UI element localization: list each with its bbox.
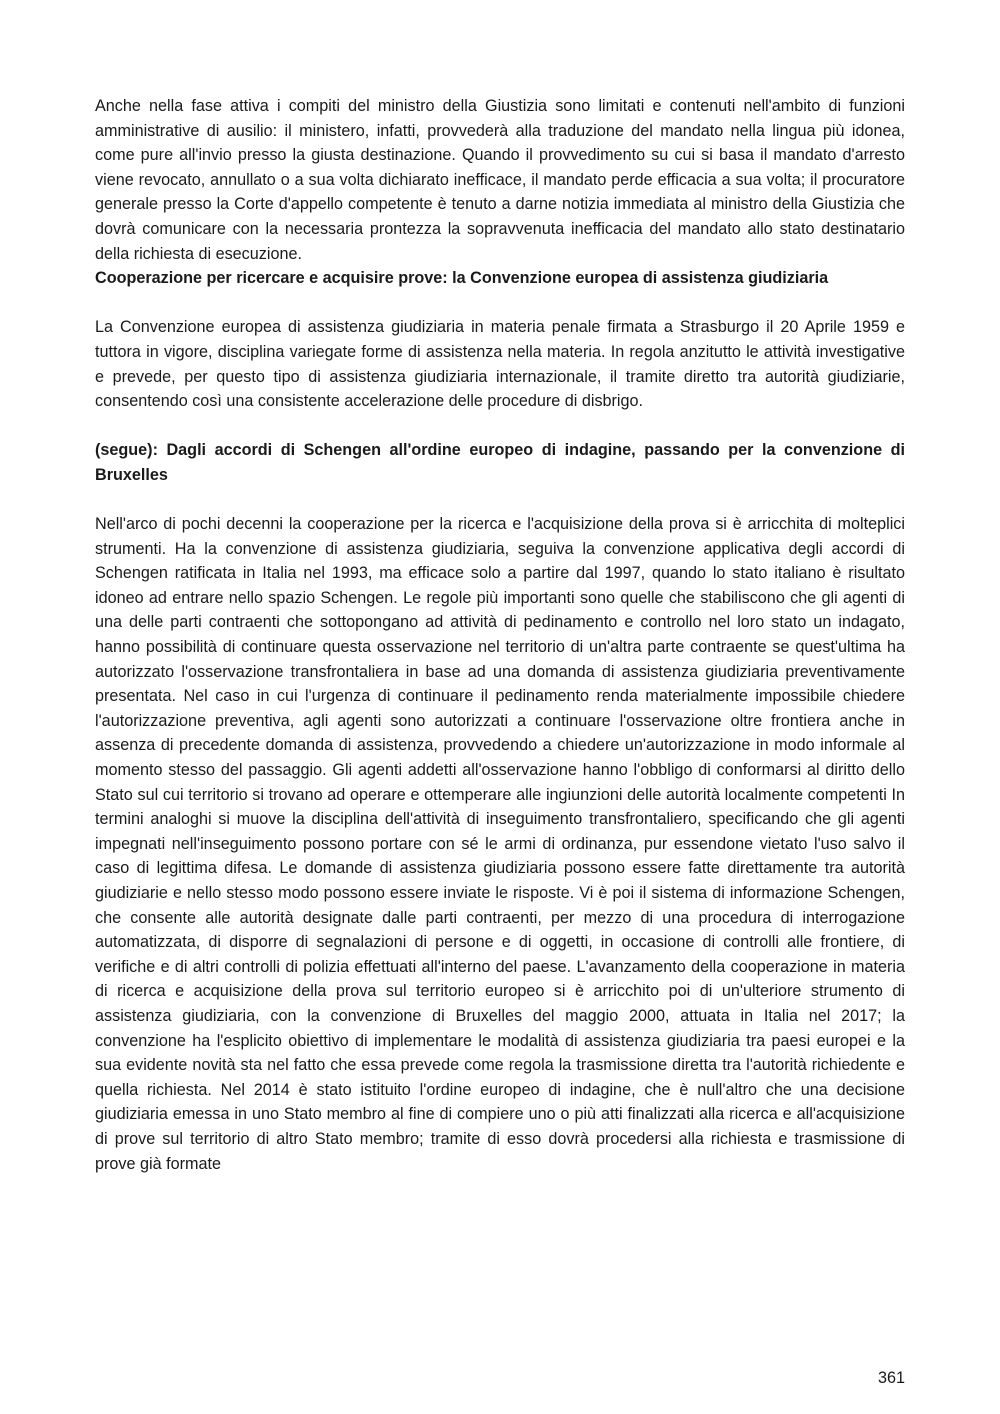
spacer bbox=[95, 291, 905, 316]
document-page bbox=[95, 94, 905, 1176]
spacer bbox=[95, 414, 905, 439]
section-heading-cooperazione: Cooperazione per ricercare e acquisire prove: la Convenzione europea di assistenza giudiziaria bbox=[95, 269, 829, 288]
paragraph-schengen-bruxelles: Nell'arco di pochi decenni la cooperazione per la ricerca e l'acquisizione della prova si è arricchita di molteplici strumenti. Ha la convenzione di assistenza giudiziaria, seguiva la convenzione applicativa degli accordi di Schengen ratificata in Italia nel 1993, ma efficace solo a partire dal 1997, quando lo stato italiano è risultato idoneo ad entrare nello spazio Schengen. Le regole più importanti sono quelle che stabiliscono che gli agenti di una delle parti contraenti che sottopongano ad attività di pedinamento e controllo nel loro stato un indagato, hanno possibilità di continuare questa osservazione nel territorio di un'altra parte contraente se quest'ultima ha autorizzato l'osservazione transfrontaliera in base ad una domanda di assistenza giudiziaria preventivamente presentata. Nel caso in cui l'urgenza di continuare il pedinamento renda materialmente impossibile chiedere l'autorizzazione preventiva, agli agenti sono autorizzati a continuare l'osservazione oltre frontiera anche in assenza di precedente domanda di assistenza, provvedendo a chiedere un'autorizzazione in modo informale al momento stesso del passaggio. Gli agenti addetti all'osservazione hanno l'obbligo di conformarsi al diritto dello Stato sul cui territorio si trovano ad operare e ottemperare alle ingiunzioni delle autorità localmente competenti In termini analoghi si muove la disciplina dell'attività di inseguimento transfrontaliero, specificando che gli agenti impegnati nell'inseguimento possono portare con sé le armi di ordinanza, pur essendone vietato l'uso salvo il caso di legittima difesa. Le domande di assistenza giudiziaria possono essere fatte direttamente tra autorità giudiziarie e nello stesso modo possono essere inviate le risposte. Vi è poi il sistema di informazione Schengen, che consente alle autorità designate dalle parti contraenti, per mezzo di una procedura di interrogazione automatizzata, di disporre di segnalazioni di persone e di oggetti, in occasione di controlli alle frontiere, di verifiche e di altri controlli di polizia effettuati all'interno del paese. L'avanzamento della cooperazione in materia di ricerca e acquisizione della prova sul territorio europeo si è arricchito poi di un'ulteriore strumento di assistenza giudiziaria, con la convenzione di Bruxelles del maggio 2000, attuata in Italia nel 2017; la convenzione ha l'esplicito obiettivo di implementare le modalità di assistenza giudiziaria tra paesi europei e la sua evidente novità sta nel fatto che essa prevede come regola la trasmissione diretta tra l'autorità richiedente e quella richiesta. Nel 2014 è stato istituito l'ordine europeo di indagine, che è null'altro che una decisione giudiziaria emessa in uno Stato membro al fine di compiere uno o più atti finalizzati alla ricerca e all'acquisizione di prove sul territorio di altro Stato membro; tramite di esso dovrà procedersi alla richiesta e trasmissione di prove già formate bbox=[95, 515, 905, 1173]
section-heading-schengen: (segue): Dagli accordi di Schengen all'ordine europeo di indagine, passando per la convenzione di Bruxelles bbox=[95, 441, 905, 484]
paragraph-mandato-arresto: Anche nella fase attiva i compiti del ministro della Giustizia sono limitati e contenuti nell'ambito di funzioni amministrative di ausilio: il ministero, infatti, provvederà alla traduzione del mandato nella lingua più idonea, come pure all'invio presso la giusta destinazione. Quando il provvedimento su cui si basa il mandato d'arresto viene revocato, annullato o a sua volta dichiarato inefficace, il mandato perde efficacia a sua volta; il procuratore generale presso la Corte d'appello competente è tenuto a darne notizia immediata al ministro della Giustizia che dovrà comunicare con la necessaria prontezza la sopravvenuta inefficacia del mandato allo stato destinatario della richiesta di esecuzione. bbox=[95, 97, 905, 263]
page-number: 361 bbox=[877, 1369, 905, 1387]
paragraph-convenzione-europea: La Convenzione europea di assistenza giudiziaria in materia penale firmata a Strasburgo il 20 Aprile 1959 e tuttora in vigore, disciplina variegate forme di assistenza nella materia. In regola anzitutto le attività investigative e prevede, per questo tipo di assistenza giudiziaria internazionale, il tramite diretto tra autorità giudiziarie, consentendo così una consistente accelerazione delle procedure di disbrigo. bbox=[95, 318, 905, 411]
spacer bbox=[95, 488, 905, 513]
